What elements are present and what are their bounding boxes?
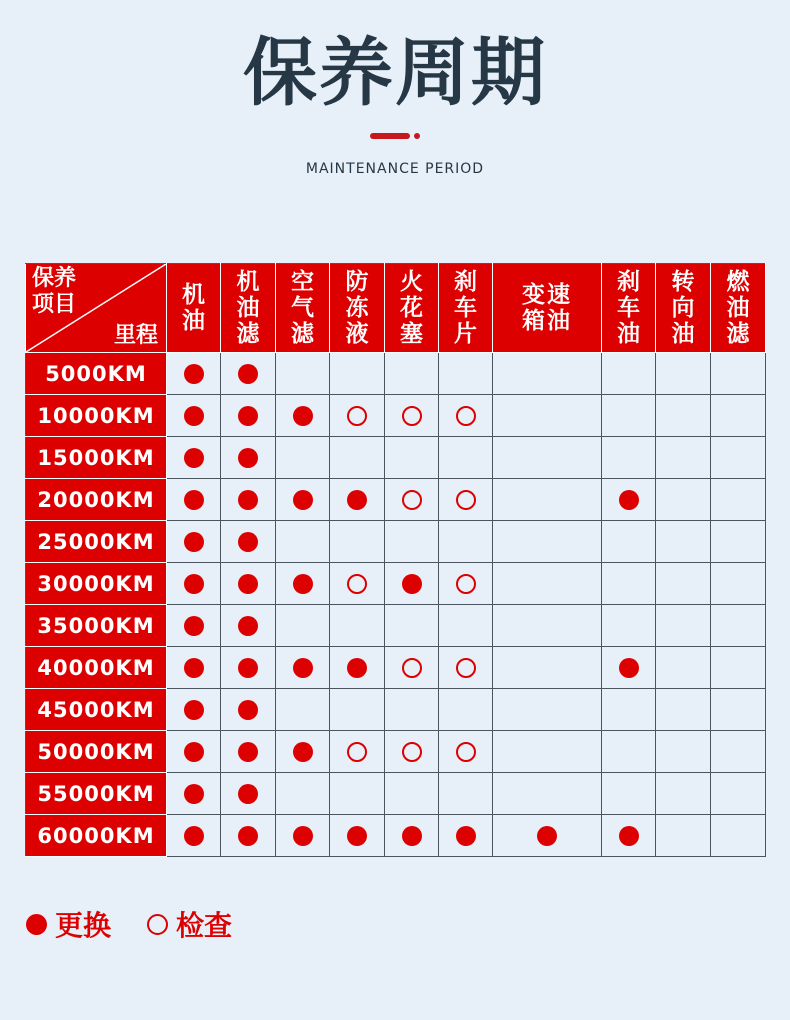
table-cell [330,689,385,731]
hollow-circle-icon [402,406,422,426]
table-cell [385,563,439,605]
filled-circle-icon [537,826,557,846]
column-header-label: 机油滤 [236,269,260,347]
hollow-circle-icon [402,490,422,510]
table-cell [439,689,493,731]
filled-circle-icon [184,532,204,552]
filled-circle-icon [238,574,258,594]
table-cell [330,521,385,563]
table-cell [276,689,330,731]
table-cell [167,479,221,521]
title-underline-dot [414,133,420,139]
table-cell [221,521,276,563]
mileage-cell: 30000KM [26,563,167,605]
table-row [26,563,766,605]
filled-circle-icon [26,914,47,935]
table-cell [221,395,276,437]
column-header-label: 变速箱油 [522,282,572,334]
corner-item-label: 保养项目 [32,266,77,317]
mileage-cell: 50000KM [26,731,167,773]
filled-circle-icon [402,574,422,594]
filled-circle-icon [619,826,639,846]
table-cell [221,353,276,395]
table-cell [439,395,493,437]
table-cell [439,815,493,857]
filled-circle-icon [619,490,639,510]
table-cell [276,395,330,437]
table-cell [439,353,493,395]
table-cell [276,437,330,479]
mileage-cell: 60000KM [26,815,167,857]
column-header [221,264,276,353]
table-cell [221,815,276,857]
table-cell [656,773,711,815]
table-cell [656,647,711,689]
mileage-cell: 40000KM [26,647,167,689]
table-cell [711,437,766,479]
table-cell [656,605,711,647]
column-header-label: 刹车片 [454,269,477,347]
table-cell [330,395,385,437]
column-header-label: 燃油滤 [726,269,750,347]
table-cell [656,437,711,479]
table-header-row [26,264,766,353]
table-cell [330,353,385,395]
table-cell [711,605,766,647]
filled-circle-icon [293,742,313,762]
filled-circle-icon [184,700,204,720]
table-cell [656,563,711,605]
table-cell [385,437,439,479]
table-cell [167,353,221,395]
column-header [711,264,766,353]
filled-circle-icon [238,826,258,846]
mileage-cell: 20000KM [26,479,167,521]
table-cell [276,521,330,563]
table-cell [385,605,439,647]
filled-circle-icon [238,364,258,384]
filled-circle-icon [184,616,204,636]
table-cell [167,437,221,479]
hollow-circle-icon [456,658,476,678]
mileage-cell: 5000KM [26,353,167,395]
table-row [26,605,766,647]
table-cell [221,689,276,731]
table-cell [493,395,602,437]
table-cell [711,479,766,521]
table-cell [602,437,656,479]
filled-circle-icon [347,826,367,846]
filled-circle-icon [238,532,258,552]
page-title: 保养周期 [243,30,547,116]
table-cell [711,563,766,605]
table-cell [167,563,221,605]
table-cell [330,647,385,689]
column-header [167,264,221,353]
hollow-circle-icon [402,658,422,678]
filled-circle-icon [402,826,422,846]
table-cell [493,605,602,647]
legend-check-label: 检查 [176,909,233,942]
table-cell [276,479,330,521]
table-cell [656,395,711,437]
column-header-label: 防冻液 [345,269,369,347]
table-cell [656,353,711,395]
table-cell [385,353,439,395]
table-cell [167,815,221,857]
table-row [26,815,766,857]
table-cell [167,689,221,731]
mileage-cell: 15000KM [26,437,167,479]
filled-circle-icon [184,448,204,468]
filled-circle-icon [184,574,204,594]
filled-circle-icon [238,406,258,426]
column-header-label: 机油 [182,282,205,334]
filled-circle-icon [184,490,204,510]
table-cell [385,521,439,563]
table-cell [711,647,766,689]
table-cell [711,815,766,857]
table-cell [439,647,493,689]
table-cell [330,731,385,773]
corner-header-cell [26,264,167,353]
table-cell [656,521,711,563]
table-cell [385,479,439,521]
table-cell [330,479,385,521]
table-cell [276,605,330,647]
table-cell [385,773,439,815]
table-cell [602,479,656,521]
filled-circle-icon [238,742,258,762]
filled-circle-icon [293,574,313,594]
filled-circle-icon [293,658,313,678]
table-cell [656,479,711,521]
table-row [26,395,766,437]
table-cell [711,521,766,563]
table-cell [221,437,276,479]
filled-circle-icon [347,658,367,678]
filled-circle-icon [184,364,204,384]
column-header [493,264,602,353]
table-cell [167,605,221,647]
table-cell [493,815,602,857]
table-cell [439,773,493,815]
table-cell [221,563,276,605]
table-cell [276,731,330,773]
table-cell [493,647,602,689]
table-cell [385,731,439,773]
table-cell [330,773,385,815]
table-row [26,773,766,815]
table-cell [602,563,656,605]
table-cell [221,605,276,647]
table-cell [711,395,766,437]
table-row [26,521,766,563]
filled-circle-icon [293,490,313,510]
legend-replace-label: 更换 [55,909,112,942]
page-subtitle: MAINTENANCE PERIOD [305,161,485,177]
table-cell [439,563,493,605]
hollow-circle-icon [347,742,367,762]
filled-circle-icon [238,616,258,636]
table-cell [276,815,330,857]
table-cell [276,773,330,815]
filled-circle-icon [238,700,258,720]
filled-circle-icon [456,826,476,846]
table-cell [602,773,656,815]
table-cell [167,773,221,815]
filled-circle-icon [184,742,204,762]
hollow-circle-icon [402,742,422,762]
table-row [26,437,766,479]
hollow-circle-icon [347,406,367,426]
column-header [656,264,711,353]
table-cell [493,521,602,563]
mileage-cell: 25000KM [26,521,167,563]
mileage-cell: 55000KM [26,773,167,815]
table-row [26,731,766,773]
corner-mileage-label: 里程 [113,323,158,348]
column-header [276,264,330,353]
mileage-cell: 10000KM [26,395,167,437]
table-cell [493,353,602,395]
table-cell [276,353,330,395]
table-cell [711,773,766,815]
hollow-circle-icon [456,490,476,510]
column-header [439,264,493,353]
column-header-label: 火花塞 [400,269,423,347]
filled-circle-icon [238,784,258,804]
table-cell [656,689,711,731]
table-cell [385,395,439,437]
table-cell [385,815,439,857]
table-cell [167,731,221,773]
table-body [26,353,766,857]
table-cell [602,353,656,395]
hollow-circle-icon [147,914,168,935]
filled-circle-icon [184,406,204,426]
table-cell [602,815,656,857]
filled-circle-icon [347,490,367,510]
filled-circle-icon [619,658,639,678]
table-cell [439,605,493,647]
mileage-cell: 45000KM [26,689,167,731]
filled-circle-icon [293,406,313,426]
filled-circle-icon [238,490,258,510]
table-cell [276,563,330,605]
table-cell [276,647,330,689]
maintenance-table [25,263,766,857]
mileage-cell: 35000KM [26,605,167,647]
filled-circle-icon [238,448,258,468]
hollow-circle-icon [456,742,476,762]
table-cell [221,773,276,815]
table-cell [602,731,656,773]
table-cell [711,689,766,731]
table-cell [385,647,439,689]
table-cell [330,437,385,479]
table-cell [493,731,602,773]
table-cell [167,647,221,689]
table-cell [656,815,711,857]
filled-circle-icon [184,658,204,678]
table-cell [167,395,221,437]
filled-circle-icon [184,784,204,804]
table-cell [711,353,766,395]
table-cell [602,689,656,731]
table-cell [221,647,276,689]
filled-circle-icon [184,826,204,846]
legend [26,904,232,944]
table-cell [656,731,711,773]
table-row [26,689,766,731]
table-cell [493,773,602,815]
table-row [26,353,766,395]
table-cell [221,731,276,773]
column-header [602,264,656,353]
filled-circle-icon [238,658,258,678]
column-header [385,264,439,353]
column-header-label: 转向油 [671,269,695,347]
column-header-label: 空气滤 [291,269,314,347]
column-header [330,264,385,353]
table-cell [385,689,439,731]
table-cell [493,689,602,731]
table-row [26,647,766,689]
table-cell [330,563,385,605]
table-cell [439,437,493,479]
hollow-circle-icon [347,574,367,594]
filled-circle-icon [293,826,313,846]
table-cell [221,479,276,521]
table-cell [493,479,602,521]
table-cell [330,605,385,647]
table-cell [330,815,385,857]
hollow-circle-icon [456,406,476,426]
table-cell [602,605,656,647]
hollow-circle-icon [456,574,476,594]
table-cell [439,731,493,773]
table-cell [602,521,656,563]
table-cell [167,521,221,563]
table-cell [493,437,602,479]
column-header-label: 刹车油 [617,269,640,347]
table-cell [602,395,656,437]
table-cell [439,479,493,521]
table-row [26,479,766,521]
table-cell [493,563,602,605]
table-cell [439,521,493,563]
title-underline-bar [370,133,410,139]
table-cell [602,647,656,689]
table-cell [711,731,766,773]
